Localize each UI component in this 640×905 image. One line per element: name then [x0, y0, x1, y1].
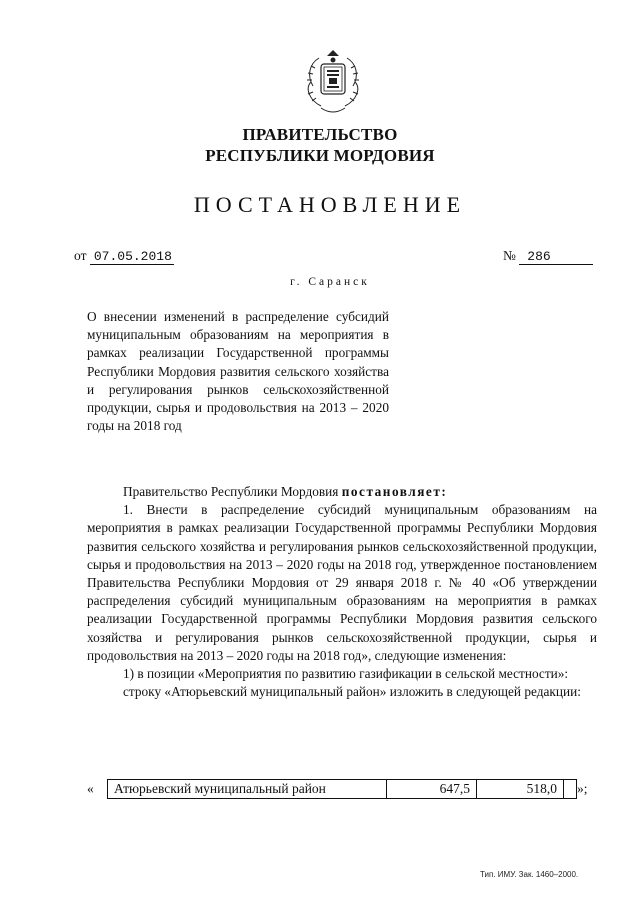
government-title-line1: ПРАВИТЕЛЬСТВО: [242, 125, 398, 144]
open-quote: «: [87, 781, 94, 796]
decree-subject: О внесении изменений в распределение субсидий муниципальным образованиям на мероприятия в рамках реализации Государственной программы Республики Мордовия развития сельского хозяйства и регулирования рынков сельскохозяйственной продукции, сырья и продовольствия на 2013 – 2020 годы на 2018 год: [87, 309, 389, 434]
close-quote: »;: [577, 781, 588, 796]
value-cell-2: 518,0: [477, 780, 564, 798]
intro-verb: постановляет:: [341, 484, 448, 499]
date-value: 07.05.2018: [90, 250, 174, 265]
decree-number: [503, 248, 593, 265]
printer-mark: Тип. ИМУ. Зак. 1460–2000.: [480, 870, 579, 879]
intro-text: Правительство Республики Мордовия: [123, 484, 342, 499]
value-cell-1: 647,5: [387, 780, 477, 798]
district-cell: Атюрьевский муниципальный район: [108, 780, 387, 798]
decree-date: [74, 248, 174, 265]
decree-body: [87, 483, 597, 701]
number-prefix: №: [503, 248, 516, 263]
table-row-cells: [107, 779, 577, 799]
intro-paragraph: [87, 483, 597, 501]
city-line: г. Саранск: [290, 276, 370, 288]
document-type-heading: ПОСТАНОВЛЕНИЕ: [193, 192, 467, 217]
point-1-paragraph: 1. Внести в распределение субсидий муниципальным образованиям на мероприятия в рамках реализации Государственной программы Республики Мордовия развития сельского хозяйства и регулирования рынков сельскохозяйственной продукции, сырья и продовольствия на 2013 – 2020 годы на 2018 год, утвержденное постановлением Правительства Республики Мордовия от 29 января 2018 г. № 40 «Об утверждении распределения субсидий муниципальным образованиям на мероприятия в рамках реализации Государственной программы Республики Мордовия развития сельского хозяйства и регулирования рынков сельскохозяйственной продукции, сырья и продовольствия на 2013 – 2020 годы на 2018 год», следующие изменения:: [87, 502, 597, 663]
date-prefix: от: [74, 248, 87, 263]
instruction-paragraph: строку «Атюрьевский муниципальный район» изложить в следующей редакции:: [123, 684, 581, 700]
subpoint-1-paragraph: 1) в позиции «Мероприятия по развитию газификации в сельской местности»:: [123, 666, 569, 682]
mordovia-coat-of-arms-icon: [299, 46, 367, 118]
number-value: 286: [519, 250, 593, 265]
amended-table-row: [87, 779, 607, 799]
government-title-line2: РЕСПУБЛИКИ МОРДОВИЯ: [205, 146, 435, 165]
value-cell-3: [564, 780, 576, 798]
